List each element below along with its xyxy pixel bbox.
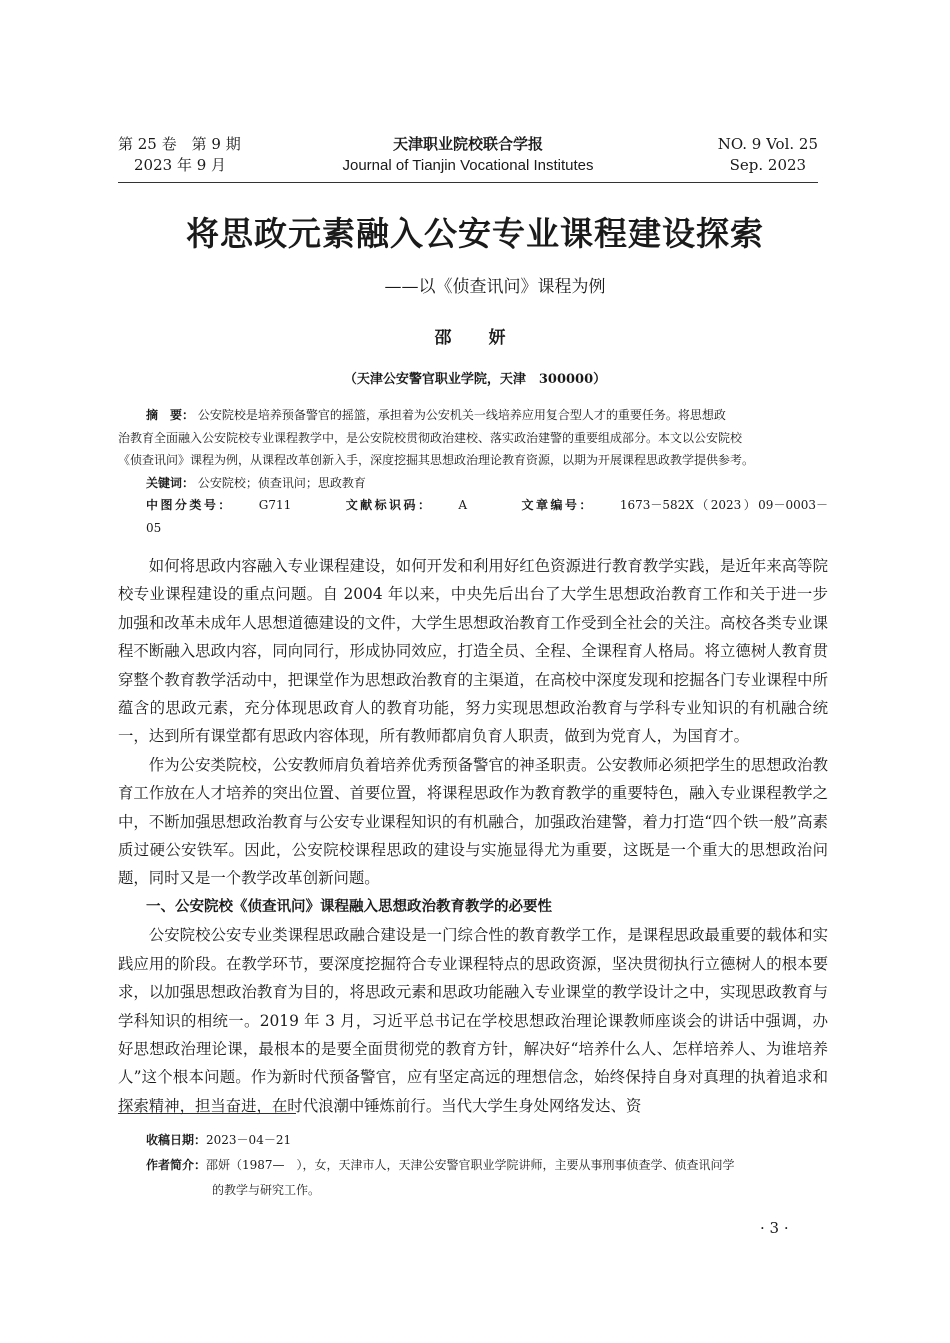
journal-name-en: Journal of Tianjin Vocational Institutes [342,157,594,174]
body-paragraph-3: 公安院校公安专业类课程思政融合建设是一门综合性的教育教学工作，是课程思政最重要的载体和实践应用的阶段。在教学环节，要深度挖掘符合专业课程特点的思政资源，坚决贯彻执行立德树人的根本要求，以加强思想政治教育为目的，将思政元素和思政功能融入专业课堂的教学设计之中，实现思政教育与学科知识的相统一。2019 年 3 月，习近平总书记在学校思想政治理论课教师座谈会的讲话中强调，办好思想政治理论课，最根本的是要全面贯彻党的教育方针，解决好“培养什么人、怎样培养人、为谁培养人”这个根本问题。作为新时代预备警官，应有坚定高远的理想信念，始终保持自身对真理的执着追求和探索精神，担当奋进，在时代浪潮中锤炼前行。当代大学生身处网络发达、资 [118,926,828,1115]
journal-name [118,134,818,176]
author-affiliation: （天津公安警官职业学院，天津 300000） [343,372,607,387]
volume-issue-en [718,134,818,176]
classification-row [118,494,828,539]
received-date: 2023－04－21 [206,1133,292,1147]
keywords-row [118,472,828,495]
author-bio: 邵妍（1987— ），女，天津市人，天津公安警官职业学院讲师，主要从事刑事侦查学、侦查讯问学 [206,1158,735,1172]
bio-label: 作者简介： [146,1158,207,1172]
footnote [146,1128,826,1203]
author-bio-cont: 的教学与研究工作。 [212,1183,321,1197]
article-subtitle: ——以《侦查讯问》课程为例 [384,277,606,297]
article-no: 1673－582X（2023）09－0003－05 [146,498,828,535]
abstract-label: 摘 要： [146,408,195,422]
footnote-rule [118,1113,296,1114]
received-date-row [146,1128,826,1153]
article-no-label: 文章编号： [519,498,594,512]
journal-name-cn: 天津职业院校联合学报 [392,135,543,153]
body-paragraph-1: 如何将思政内容融入专业课程建设，如何开发和利用好红色资源进行教育教学实践，是近年来高等院校专业课程建设的重点问题。自 2004 年以来，中央先后出台了大学生思想政治教育工作和关于进一步加强和改革未成年人思想道德建设的文件，大学生思想政治教育工作受到全社会的关注。高校各类专业课程不断融入思政内容，同向同行，形成协同效应，打造全员、全程、全课程育人格局。将立德树人教育贯穿整个教育教学活动中，把课堂作为思想政治教育的主渠道，在高校中深度发现和挖掘各门专业课程中所蕴含的思政元素，充分体现思政育人的教育功能，努力实现思想政治教育与学科专业知识的有机融合统一，达到所有课堂都有思政内容体现，所有教师都肩负育人职责，做到为党育人，为国育才。 [118,557,828,746]
abstract-text-1: 公安院校是培养预备警官的摇篮，承担着为公安机关一线培养应用复合型人才的重要任务。将思想政 [197,408,726,422]
abstract-line-3: 《侦查讯问》课程为例，从课程改革创新入手，深度挖掘其思想政治理论教育资源，以期为开展课程思政教学提供参考。 [118,453,755,467]
running-header [118,134,818,180]
header-rule [118,182,818,183]
author-bio-row [146,1153,826,1178]
page-number: · 3 · [760,1219,789,1237]
abstract-line-2: 治教育全面融入公安院校专业课程教学中，是公安院校贯彻政治建校、落实政治建警的重要组成部分。本文以公安院校 [118,430,743,445]
author-name: 邵 妍 [434,328,516,348]
received-label: 收稿日期： [146,1133,207,1147]
keywords: 公安院校；侦查讯问；思政教育 [197,475,366,490]
volume-issue-cn: 第 25 卷 第 9 期 [118,135,241,153]
body-paragraph-2: 作为公安类院校，公安教师肩负着培养优秀预备警官的神圣职责。公安教师必须把学生的思想政治教育工作放在人才培养的突出位置、首要位置，将课程思政作为教育教学的重要特色，融入专业课程教学之中，不断加强思想政治教育与公安专业课程知识的有机融合，加强政治建警，着力打造“四个铁一般”高素质过硬公安铁军。因此，公安院校课程思政的建设与实施显得尤为重要，这既是一个重大的思想政治问题，同时又是一个教学改革创新问题。 [118,755,828,888]
date-cn: 2023 年 9 月 [134,156,227,174]
abstract-block [118,404,828,539]
clc-code: G711 [258,498,292,512]
article-body [118,552,828,1120]
issue-vol-en: NO. 9 Vol. 25 [717,135,818,153]
section-heading-1: 一、公安院校《侦查讯问》课程融入思想政治教育教学的必要性 [146,898,552,915]
keywords-label: 关键词： [146,475,195,490]
doc-code-label: 文献标识码： [343,498,433,512]
date-en: Sep. 2023 [729,156,807,174]
clc-label: 中图分类号： [146,498,233,512]
abstract-line-1 [118,404,828,427]
doc-code: A [458,498,468,512]
article-title: 将思政元素融入公安专业课程建设探索 [186,214,764,253]
